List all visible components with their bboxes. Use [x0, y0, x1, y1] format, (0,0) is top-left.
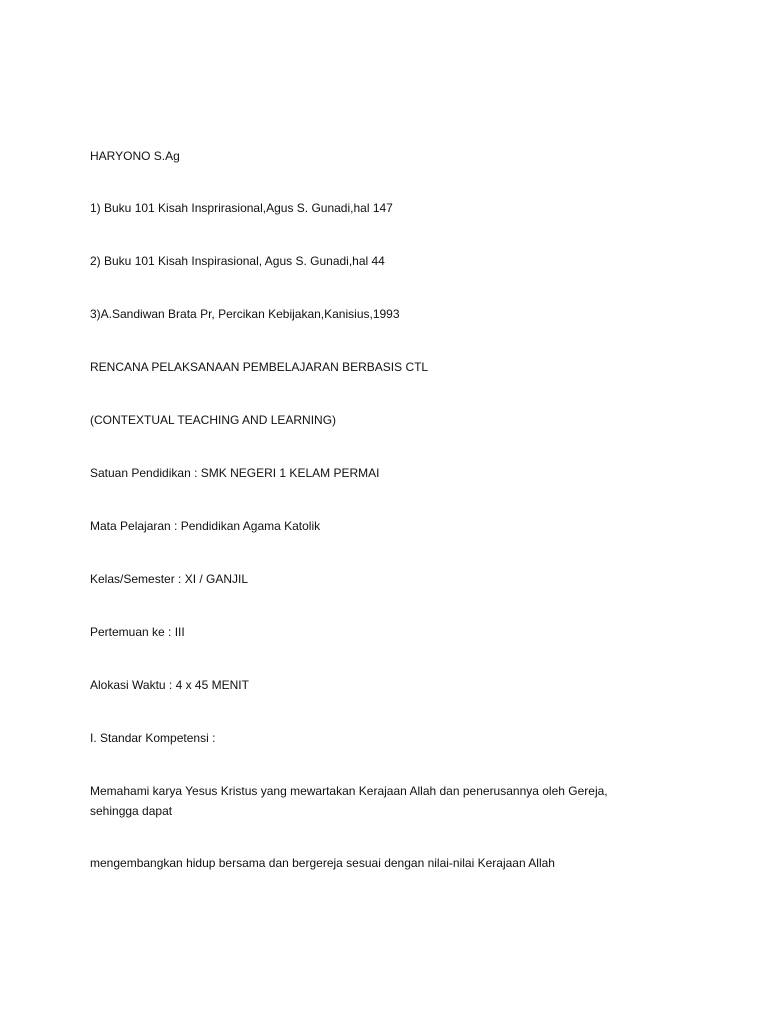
- paragraph-1: Memahami karya Yesus Kristus yang mewartakan Kerajaan Allah dan penerusannya oleh Gereja, sehingga dapat: [90, 784, 608, 818]
- field-kelas-semester: Kelas/Semester : XI / GANJIL: [90, 572, 249, 586]
- reference-2: 2) Buku 101 Kisah Inspirasional, Agus S. Gunadi,hal 44: [90, 254, 385, 268]
- section-heading: I. Standar Kompetensi :: [90, 731, 216, 745]
- reference-1: 1) Buku 101 Kisah Insprirasional,Agus S. Gunadi,hal 147: [90, 201, 393, 215]
- paragraph-2: mengembangkan hidup bersama dan bergereja sesuai dengan nilai-nilai Kerajaan Allah: [90, 856, 555, 870]
- author-line: HARYONO S.Ag: [90, 149, 180, 163]
- field-mata-pelajaran: Mata Pelajaran : Pendidikan Agama Katolik: [90, 519, 321, 533]
- document-title: RENCANA PELAKSANAAN PEMBELAJARAN BERBASIS CTL: [90, 360, 429, 374]
- reference-3: 3)A.Sandiwan Brata Pr, Percikan Kebijakan,Kanisius,1993: [90, 307, 400, 321]
- field-alokasi-waktu: Alokasi Waktu : 4 x 45 MENIT: [90, 678, 249, 692]
- field-satuan-pendidikan: Satuan Pendidikan : SMK NEGERI 1 KELAM PERMAI: [90, 466, 380, 480]
- document-subtitle: (CONTEXTUAL TEACHING AND LEARNING): [90, 413, 337, 427]
- field-pertemuan: Pertemuan ke : III: [90, 625, 185, 639]
